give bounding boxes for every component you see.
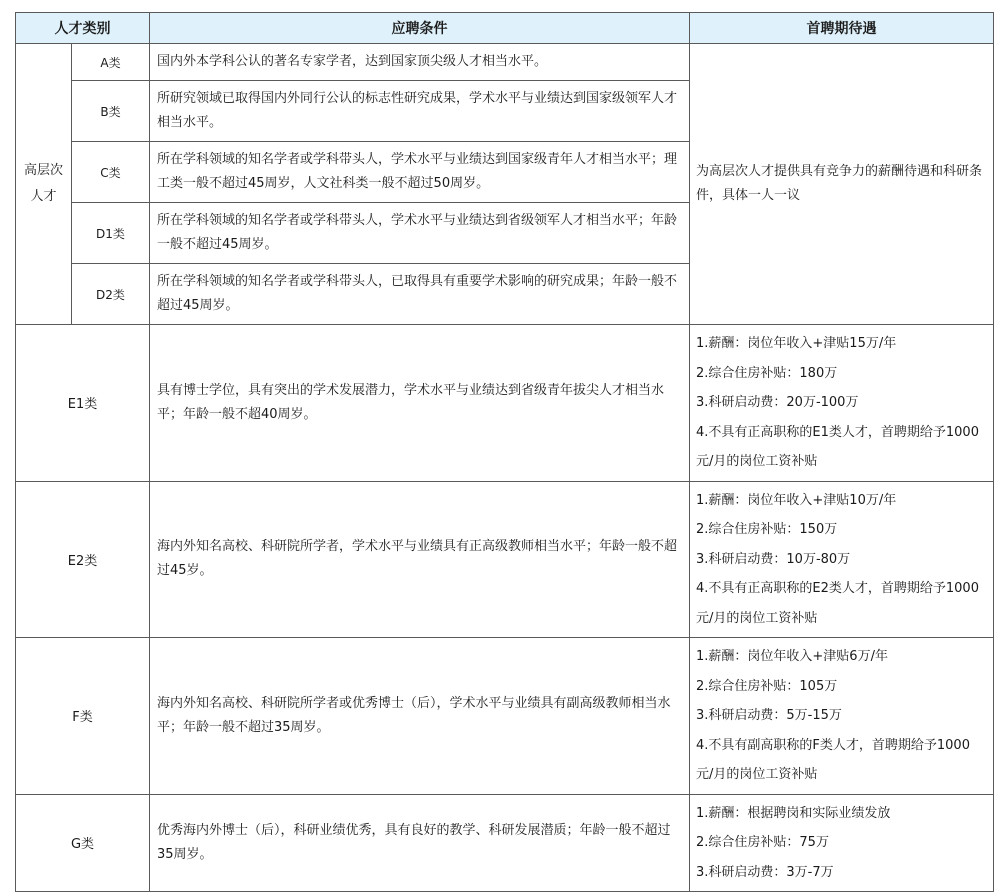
benefit-g-salary: 1.薪酬：根据聘岗和实际业绩发放: [696, 805, 891, 821]
talent-table-container: [15, 12, 993, 892]
benefit-e1-salary: 1.薪酬：岗位年收入+津贴15万/年: [696, 336, 897, 351]
high-level-category-cell: [16, 44, 72, 325]
category-e1: E1类: [16, 325, 150, 482]
header-row: [16, 13, 994, 44]
subcategory-d2: D2类: [72, 264, 150, 325]
benefit-g: [690, 794, 994, 892]
benefit-f: [690, 638, 994, 795]
benefit-g-housing: 2.综合住房补贴：75万: [696, 835, 829, 850]
condition-b: 所研究领域已取得国内外同行公认的标志性研究成果，学术水平与业绩达到国家级领军人才相当水平。: [150, 81, 690, 142]
header-benefits: 首聘期待遇: [690, 13, 994, 44]
benefit-e1-research-fund: 3.科研启动费：20万-100万: [696, 395, 859, 410]
table-row: [16, 638, 994, 795]
condition-e1: 具有博士学位，具有突出的学术发展潜力，学术水平与业绩达到省级青年拔尖人才相当水平；年龄一般不超40周岁。: [150, 325, 690, 482]
condition-a: 国内外本学科公认的著名专家学者，达到国家顶尖级人才相当水平。: [150, 44, 690, 81]
condition-g: 优秀海内外博士（后），科研业绩优秀，具有良好的教学、科研发展潜质；年龄一般不超过35周岁。: [150, 794, 690, 892]
table-row: [16, 481, 994, 638]
talent-table: [15, 12, 994, 892]
table-row: [16, 325, 994, 482]
subcategory-b: B类: [72, 81, 150, 142]
benefit-e1-allowance: 4.不具有正高职称的E1类人才，首聘期给予1000元/月的岗位工资补贴: [696, 424, 979, 469]
benefit-f-salary: 1.薪酬：岗位年收入+津贴6万/年: [696, 649, 888, 664]
benefit-e1: [690, 325, 994, 482]
condition-d1: 所在学科领域的知名学者或学科带头人，学术水平与业绩达到省级领军人才相当水平；年龄一般不超过45周岁。: [150, 203, 690, 264]
high-level-label-line2: 人才: [30, 189, 57, 204]
benefit-e2-salary: 1.薪酬：岗位年收入+津贴10万/年: [696, 492, 897, 508]
condition-d2: 所在学科领域的知名学者或学科带头人，已取得具有重要学术影响的研究成果；年龄一般不超过45周岁。: [150, 264, 690, 325]
benefit-e2: [690, 481, 994, 638]
subcategory-c: C类: [72, 142, 150, 203]
benefit-f-housing: 2.综合住房补贴：105万: [696, 678, 838, 694]
high-level-benefit: 为高层次人才提供具有竞争力的薪酬待遇和科研条件，具体一人一议: [690, 44, 994, 325]
benefit-e2-housing: 2.综合住房补贴：150万: [696, 522, 838, 537]
category-f: F类: [16, 638, 150, 795]
subcategory-d1: D1类: [72, 203, 150, 264]
benefit-e2-allowance: 4.不具有正高职称的E2类人才，首聘期给予1000元/月的岗位工资补贴: [696, 581, 979, 626]
table-row: [16, 44, 994, 81]
category-e2: E2类: [16, 481, 150, 638]
header-conditions: 应聘条件: [150, 13, 690, 44]
benefit-e1-housing: 2.综合住房补贴：180万: [696, 365, 838, 381]
condition-c: 所在学科领域的知名学者或学科带头人，学术水平与业绩达到国家级青年人才相当水平；理工类一般不超过45周岁，人文社科类一般不超过50周岁。: [150, 142, 690, 203]
subcategory-a: A类: [72, 44, 150, 81]
header-category: 人才类别: [16, 13, 150, 44]
condition-f: 海内外知名高校、科研院所学者或优秀博士（后），学术水平与业绩具有副高级教师相当水平；年龄一般不超过35周岁。: [150, 638, 690, 795]
condition-e2: 海内外知名高校、科研院所学者，学术水平与业绩具有正高级教师相当水平；年龄一般不超过45岁。: [150, 481, 690, 638]
high-level-label-line1: 高层次: [23, 163, 63, 178]
benefit-f-research-fund: 3.科研启动费：5万-15万: [696, 708, 842, 723]
benefit-g-research-fund: 3.科研启动费：3万-7万: [696, 864, 834, 880]
table-row: [16, 794, 994, 892]
benefit-f-allowance: 4.不具有副高职称的F类人才，首聘期给予1000元/月的岗位工资补贴: [696, 737, 970, 782]
category-g: G类: [16, 794, 150, 892]
benefit-e2-research-fund: 3.科研启动费：10万-80万: [696, 551, 851, 567]
